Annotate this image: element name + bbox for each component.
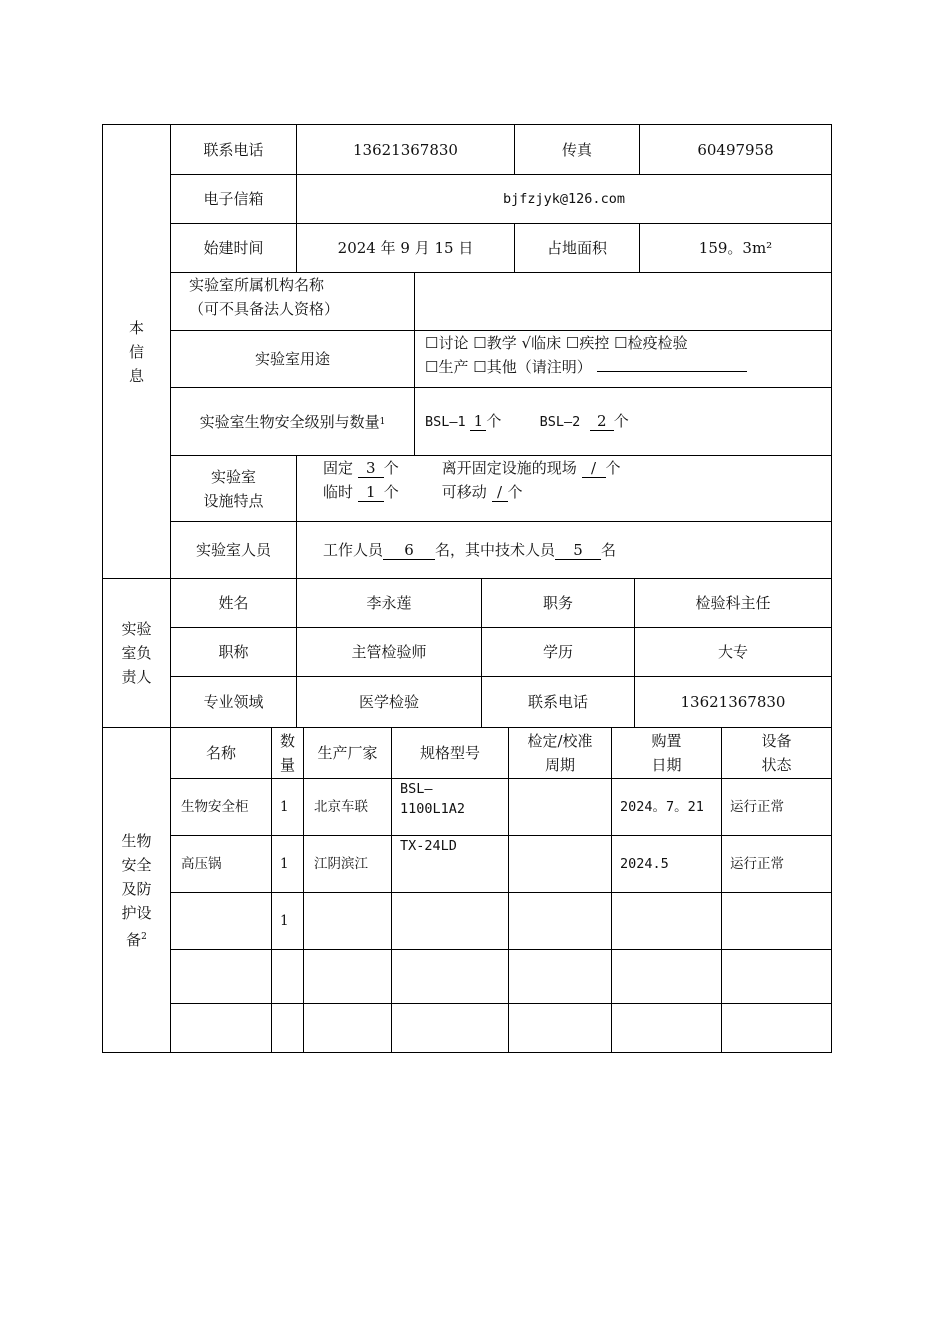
- equip-row-2-date: 2024.5: [611, 835, 722, 893]
- phone-value: 13621367830: [296, 124, 515, 175]
- head-field-label: 专业领域: [170, 676, 297, 728]
- area-value: 159。3m²: [639, 223, 832, 273]
- equip-row-5-date: [611, 1003, 722, 1053]
- equip-header-name: 名称: [170, 727, 272, 779]
- equip-row-3-qty: 1: [271, 892, 304, 950]
- tech-count: 5: [555, 541, 601, 560]
- staff-values: 工作人员 6 名，其中技术人员 5 名: [296, 521, 832, 579]
- checkbox-clinical-checked[interactable]: √: [521, 334, 532, 352]
- equip-row-5-model: [391, 1003, 509, 1053]
- equip-row-1-qty: 1: [271, 778, 304, 836]
- equip-row-2-name: 高压锅: [170, 835, 272, 893]
- basic-section-label: 本 信 息: [102, 124, 171, 579]
- equip-row-4-status: [721, 949, 832, 1004]
- fax-label: 传真: [514, 124, 640, 175]
- equip-row-1-date: 2024。7。21: [611, 778, 722, 836]
- head-section-label: 实验 室负 责人: [102, 578, 171, 728]
- phone-label: 联系电话: [170, 124, 297, 175]
- equip-row-3-maker: [303, 892, 392, 950]
- equip-row-1-model: BSL— 1100L1A2: [391, 778, 509, 836]
- head-education-value: 大专: [634, 627, 832, 677]
- checkbox-other[interactable]: ☐: [473, 358, 487, 376]
- mobile-count: /: [492, 483, 508, 502]
- equip-header-qty: 数 量: [271, 727, 304, 779]
- head-education-label: 学历: [481, 627, 635, 677]
- head-title-label: 职称: [170, 627, 297, 677]
- checkbox-disease-control[interactable]: ☐: [565, 334, 580, 352]
- facility-label: 实验室 设施特点: [170, 455, 297, 522]
- checkbox-teaching[interactable]: ☐: [473, 334, 487, 352]
- head-phone-label: 联系电话: [481, 676, 635, 728]
- founded-label: 始建时间: [170, 223, 297, 273]
- equip-row-5-status: [721, 1003, 832, 1053]
- head-name-value: 李永莲: [296, 578, 482, 628]
- equip-row-4-calibration: [508, 949, 612, 1004]
- equip-header-calibration: 检定/校准 周期: [508, 727, 612, 779]
- org-value: [414, 272, 832, 331]
- other-blank[interactable]: [597, 371, 747, 372]
- founded-value: 2024 年 9 月 15 日: [296, 223, 515, 273]
- fax-value: 60497958: [639, 124, 832, 175]
- equip-row-1-calibration: [508, 778, 612, 836]
- equip-header-purchase-date: 购置 日期: [611, 727, 722, 779]
- equip-header-model: 规格型号: [391, 727, 509, 779]
- equip-row-5-name: [170, 1003, 272, 1053]
- equip-header-maker: 生产厂家: [303, 727, 392, 779]
- email-label: 电子信箱: [170, 174, 297, 224]
- head-position-label: 职务: [481, 578, 635, 628]
- usage-label: 实验室用途: [170, 330, 415, 388]
- usage-options: ☐讨论 ☐教学 √临床 ☐疾控 ☐检疫检验 ☐生产 ☐其他（请注明）: [414, 330, 832, 388]
- equip-row-3-status: [721, 892, 832, 950]
- equip-row-2-calibration: [508, 835, 612, 893]
- staff-label: 实验室人员: [170, 521, 297, 579]
- equip-row-5-calibration: [508, 1003, 612, 1053]
- bsl-label: 实验室生物安全级别与数量 1: [170, 387, 415, 456]
- equip-row-2-qty: 1: [271, 835, 304, 893]
- equip-row-4-name: [170, 949, 272, 1004]
- equip-row-3-model: [391, 892, 509, 950]
- equip-row-2-maker: 江阴滨江: [303, 835, 392, 893]
- offsite-count: /: [582, 459, 606, 478]
- equip-row-3-calibration: [508, 892, 612, 950]
- checkbox-discussion[interactable]: ☐: [425, 334, 439, 352]
- equip-row-1-maker: 北京车联: [303, 778, 392, 836]
- equip-row-5-qty: [271, 1003, 304, 1053]
- temp-count: 1: [358, 483, 384, 502]
- bsl2-count: 2: [590, 412, 614, 431]
- equip-row-4-maker: [303, 949, 392, 1004]
- equip-header-status: 设备 状态: [721, 727, 832, 779]
- equip-row-5-maker: [303, 1003, 392, 1053]
- equip-row-1-status: 运行正常: [721, 778, 832, 836]
- area-label: 占地面积: [514, 223, 640, 273]
- head-field-value: 医学检验: [296, 676, 482, 728]
- equip-row-4-qty: [271, 949, 304, 1004]
- staff-count: 6: [383, 541, 435, 560]
- head-position-value: 检验科主任: [634, 578, 832, 628]
- equipment-section-label: 生物 安全 及防 护设 备$^2$: [102, 727, 171, 1053]
- bsl1-count: 1: [470, 412, 486, 431]
- equip-row-1-name: 生物安全柜: [170, 778, 272, 836]
- email-value: bjfzjyk@126.com: [296, 174, 832, 224]
- equip-row-2-status: 运行正常: [721, 835, 832, 893]
- head-name-label: 姓名: [170, 578, 297, 628]
- equip-row-2-model: TX-24LD: [391, 835, 509, 893]
- checkbox-quarantine[interactable]: ☐: [614, 334, 628, 352]
- checkbox-production[interactable]: ☐: [425, 358, 439, 376]
- equip-row-3-date: [611, 892, 722, 950]
- equip-row-3-name: [170, 892, 272, 950]
- head-title-value: 主管检验师: [296, 627, 482, 677]
- fixed-count: 3: [358, 459, 384, 478]
- org-label: 实验室所属机构名称 （可不具备法人资格）: [170, 272, 415, 331]
- equip-row-4-date: [611, 949, 722, 1004]
- facility-values: 固定 3 个 离开固定设施的现场 / 个 临时 1 个 可移动 / 个: [296, 455, 832, 522]
- head-phone-value: 13621367830: [634, 676, 832, 728]
- equip-row-4-model: [391, 949, 509, 1004]
- bsl-values: BSL—1 1 个 BSL—2 2 个: [414, 387, 832, 456]
